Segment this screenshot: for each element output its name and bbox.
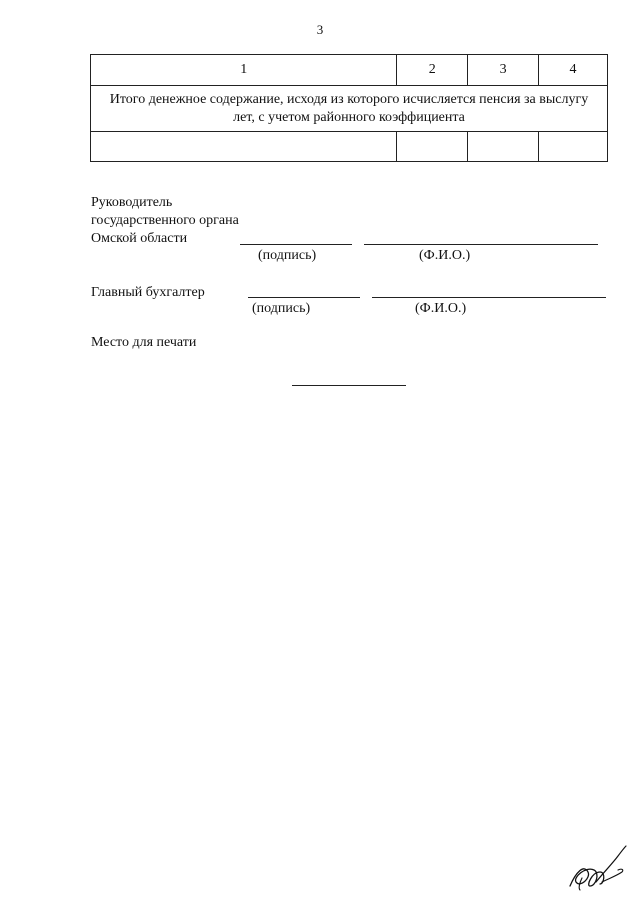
table-header-row	[91, 55, 608, 86]
page-number: 3	[316, 22, 324, 37]
column-header-4: 4	[539, 55, 608, 86]
pension-table	[90, 54, 608, 162]
head-label-line-2: государственного органа	[91, 213, 239, 228]
head-name-field[interactable]	[364, 244, 598, 245]
table-cell[interactable]	[539, 132, 608, 162]
accountant-signature-field[interactable]	[248, 297, 360, 298]
head-label-line-3: Омской области	[91, 231, 188, 246]
accountant-name-field[interactable]	[372, 297, 606, 298]
stamp-label: Место для печати	[91, 335, 197, 350]
column-header-1: 1	[91, 55, 397, 86]
head-signature-caption: (подпись)	[258, 248, 317, 263]
head-signature-label	[91, 194, 239, 248]
closing-divider	[292, 385, 406, 386]
table-cell[interactable]	[91, 132, 397, 162]
accountant-name-caption: (Ф.И.О.)	[415, 301, 467, 316]
head-label-line-1: Руководитель	[91, 195, 173, 210]
accountant-signature-caption: (подпись)	[252, 301, 311, 316]
column-header-3: 3	[468, 55, 539, 86]
table-cell[interactable]	[397, 132, 468, 162]
head-name-caption: (Ф.И.О.)	[419, 248, 471, 263]
table-cell[interactable]	[468, 132, 539, 162]
column-header-2: 2	[397, 55, 468, 86]
head-signature-field[interactable]	[240, 244, 352, 245]
handwritten-signature-icon	[566, 842, 634, 894]
accountant-signature-label: Главный бухгалтер	[91, 285, 205, 300]
table-summary-row	[91, 86, 608, 132]
summary-cell: Итого денежное содержание, исходя из которого исчисляется пенсия за выслугу лет, с учетом районного коэффициента	[91, 86, 608, 132]
table-row	[91, 132, 608, 162]
